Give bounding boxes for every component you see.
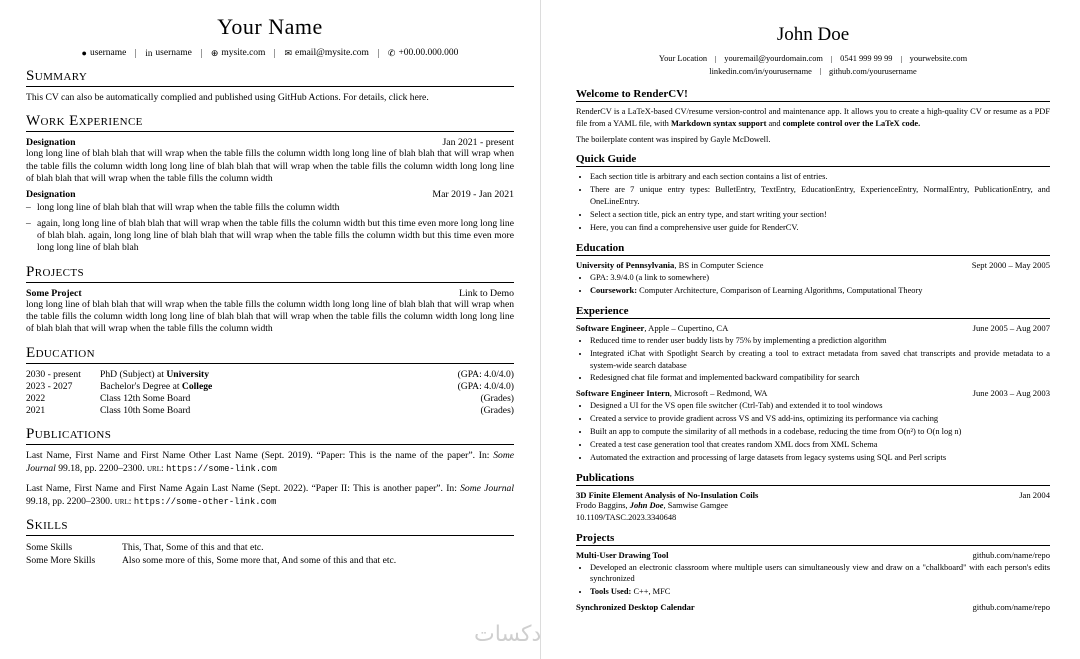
work-entry-header: [26, 137, 514, 148]
education-grade: (GPA: 4.0/4.0): [457, 369, 514, 381]
list-item: • Select a section title, pick an entry type, and start writing your section!: [590, 209, 1050, 221]
project-entry: [26, 288, 514, 336]
section-heading-education: Education: [26, 344, 95, 361]
section-heading-projects: Projects: [26, 263, 84, 280]
section-heading-projects: Projects: [576, 531, 615, 544]
education-institution: University: [166, 369, 209, 381]
project-entry: [576, 550, 1050, 599]
education-table: [26, 369, 514, 417]
section-rule: [26, 535, 514, 536]
education-years: 2030 - present: [26, 369, 81, 381]
publication-doi[interactable]: 10.1109/TASC.2023.3340648: [576, 512, 677, 522]
project-entry: [576, 602, 1050, 612]
section-heading-work-experience: Work Experience: [26, 113, 143, 130]
publication-journal: Some Journal: [26, 449, 514, 474]
section-rule: [26, 131, 514, 132]
section-rule: [26, 363, 514, 364]
project-entry-header: [576, 550, 1050, 560]
table-row: [26, 554, 514, 567]
section-heading-education: Education: [576, 241, 625, 254]
list-item: • Reduced time to render user buddy lists by 75% by implementing a prediction algorithm: [590, 335, 1050, 347]
contact-line-2: [576, 66, 1050, 79]
coursework-label: Coursework:: [590, 285, 637, 295]
quick-guide-bullets: [576, 171, 1050, 234]
publication-citation: Last Name, First Name and First Name Other Last Name (Sept. 2019). “Paper: This is the name of the paper”. In:: [26, 449, 494, 461]
phone-icon: ✆: [387, 47, 396, 58]
right-cv-column: [540, 0, 1080, 659]
section-rule: [576, 255, 1050, 256]
section-heading-publications: Publications: [26, 425, 112, 442]
contact-divider: [201, 49, 202, 58]
section-heading-skills: Skills: [26, 517, 68, 534]
publication-entry: [576, 490, 1050, 524]
experience-dates: June 2003 – Aug 2003: [972, 388, 1050, 399]
experience-role: Software Engineer Intern: [576, 388, 670, 399]
section-rule: [576, 485, 1050, 486]
contact-linkedin[interactable]: [145, 48, 191, 58]
right-page-title: John Doe: [776, 24, 850, 45]
right-contact-bar: [576, 53, 1050, 78]
project-demo-link[interactable]: Link to Demo: [459, 287, 514, 299]
experience-bullets: [576, 335, 1050, 385]
contact-email[interactable]: [284, 48, 368, 58]
education-years: 2021: [26, 405, 46, 417]
list-item: – long long line of blah blah that will wrap when the table fills the column width: [26, 202, 514, 214]
education-degree: , BS in Computer Science: [674, 259, 764, 270]
section-heading-publications: Publications: [576, 472, 635, 484]
publication-url[interactable]: https://some-link.com: [166, 463, 277, 474]
publication-url[interactable]: https://some-other-link.com: [133, 496, 277, 507]
welcome-paragraph-2: The boilerplate content was inspired by Gayle McDowell.: [576, 134, 771, 144]
list-item: • Each section title is arbitrary and each section contains a list of entries.: [590, 171, 1050, 183]
publication-url-label: url:: [114, 495, 132, 507]
globe-icon: ⊕: [210, 47, 219, 58]
skill-name: Some Skills: [26, 542, 73, 554]
contact-email-label: email@mysite.com: [294, 48, 369, 58]
left-page-title: Your Name: [217, 14, 323, 39]
education-detail-pre: PhD (Subject) at: [100, 369, 167, 381]
summary-text: [26, 92, 514, 104]
list-item: – again, long long line of blah blah that will wrap when the table fills the column width but this time even more long long line of blah blah. again, long long line of blah blah that will wrap when the table fills the column width but this time even more long long line of blah blah: [26, 218, 514, 255]
project-entry-header: [576, 602, 1050, 612]
list-item: [590, 586, 1050, 598]
project-title: Synchronized Desktop Calendar: [576, 602, 695, 613]
contact-website[interactable]: [211, 48, 266, 58]
tools-label: Tools Used:: [590, 587, 632, 597]
skill-value: This, That, Some of this and that etc.: [122, 542, 264, 554]
education-entry-header: [576, 260, 1050, 270]
contact-divider: [274, 49, 275, 58]
section-rule: [576, 545, 1050, 546]
education-institution: University of Pennsylvania: [576, 259, 675, 270]
section-rule: [576, 318, 1050, 319]
contact-github-label: username: [89, 48, 127, 58]
coursework-value: Computer Architecture, Comparison of Learning Algorithms, Computational Theory: [637, 285, 923, 295]
education-detail: Class 10th Some Board: [100, 405, 191, 417]
publication-pages: 99.18, pp. 2200–2300.: [26, 495, 115, 507]
education-entry-title: [576, 260, 763, 270]
work-entry-role: Designation: [26, 189, 76, 201]
contact-phone-label: +00.00.000.000: [398, 48, 459, 58]
experience-entry-header: [576, 388, 1050, 398]
project-entry-header: [26, 288, 514, 299]
publication-title: 3D Finite Element Analysis of No-Insulation Coils: [576, 490, 759, 500]
table-row: [26, 381, 514, 393]
list-item: • Automated the extraction and processing of large datasets from legacy systems using SQL and Perl scripts: [590, 452, 1050, 464]
section-heading-welcome: Welcome to RenderCV!: [576, 88, 688, 101]
contact-divider: [820, 68, 821, 75]
education-institution: College: [181, 381, 213, 393]
linkedin-icon: in: [145, 47, 153, 58]
contact-divider: [715, 56, 716, 63]
publication-pages: 99.18, pp. 2200–2300.: [55, 462, 147, 474]
skills-table: [26, 541, 514, 567]
list-item: • Developed an electronic classroom where multiple users can simultaneously view and draw on a "chalkboard" with each person's edits synchronized: [590, 562, 1050, 586]
contact-linkedin[interactable]: linkedin.com/in/yourusername: [709, 66, 812, 76]
publication-entry-header: [576, 490, 1050, 500]
left-contact-bar: [26, 48, 514, 58]
contact-divider: [135, 49, 136, 58]
contact-website[interactable]: yourwebsite.com: [909, 54, 968, 63]
project-title: Multi-User Drawing Tool: [576, 549, 669, 560]
work-entry-bullets: [26, 202, 514, 255]
skill-name: Some More Skills: [26, 555, 96, 567]
contact-phone: 0541 999 99 99: [840, 54, 893, 63]
table-row: [26, 393, 514, 405]
contact-github[interactable]: [82, 48, 127, 58]
work-entry-description: long long line of blah blah that will wrap when the table fills the column width long long line of blah blah that will wrap when the table fills the column width long long line of blah blah that will wrap when the table fills the column width long long line of blah blah that will wrap when the table fills the column width: [26, 148, 514, 184]
publication-date: Jan 2004: [1019, 490, 1050, 500]
list-item: • Integrated iChat with Spotlight Search by creating a tool to extract metadata from saved chat transcripts and provide metadata to a system-wide search database: [590, 348, 1050, 372]
summary-text-after: .: [426, 92, 429, 103]
education-detail: [100, 381, 376, 393]
list-item: • GPA: 3.9/4.0 (a link to somewhere): [590, 272, 1050, 284]
experience-company: , Microsoft – Redmond, WA: [669, 388, 768, 399]
section-heading-summary: Summary: [26, 68, 88, 84]
publication-citation: Last Name, First Name and First Name Again Last Name (Sept. 2022). “Paper II: This is another paper”. In:: [26, 482, 461, 494]
publication-authors-a: Frodo Baggins,: [576, 501, 630, 510]
section-rule: [26, 282, 514, 283]
publication-authors: [576, 500, 1050, 512]
project-description: long long line of blah blah that will wrap when the table fills the column width long long line of blah blah that will wrap when the table fills the column width long long line of blah blah that will wrap when the table fills the column width long long line of blah blah that will wrap when the table fills the column width: [26, 298, 514, 335]
work-entry-role: Designation: [26, 137, 76, 149]
publication-journal: Some Journal: [460, 482, 515, 494]
education-years: 2022: [26, 393, 46, 405]
tools-value: C++, MFC: [631, 587, 671, 597]
section-rule: [26, 86, 514, 87]
summary-link[interactable]: click here: [388, 92, 427, 103]
list-item: • Created a test case generation tool that creates random XML docs from XML Schema: [590, 439, 1050, 451]
watermark: دکسات: [474, 622, 542, 647]
education-grade: (GPA: 4.0/4.0): [457, 381, 514, 393]
list-item: [590, 285, 1050, 297]
work-entry: [26, 189, 514, 255]
publication-url-label: url:: [147, 462, 164, 474]
contact-github[interactable]: github.com/yourusername: [829, 66, 917, 76]
experience-bullets: [576, 400, 1050, 464]
welcome-paragraph: [576, 106, 1050, 129]
experience-entry-header: [576, 323, 1050, 333]
education-grade: (Grades): [480, 393, 514, 405]
publication-authors-c: , Samwise Gamgee: [663, 501, 728, 510]
section-rule: [26, 444, 514, 445]
contact-line-1: [576, 53, 1050, 66]
experience-dates: June 2005 – Aug 2007: [972, 322, 1050, 333]
skill-value: Also some more of this, Some more that, And some of this and that etc.: [122, 555, 397, 567]
experience-entry: [576, 323, 1050, 385]
education-bullets: [576, 272, 1050, 297]
project-repo-link[interactable]: github.com/name/repo: [972, 602, 1050, 613]
list-item: • Built an app to compute the similarity of all methods in a codebase, reducing the time from O(n²) to O(n log n): [590, 426, 1050, 438]
contact-phone[interactable]: [388, 48, 459, 58]
section-heading-quick-guide: Quick Guide: [576, 153, 637, 166]
experience-entry: [576, 388, 1050, 464]
welcome-text-markdown: Markdown syntax support: [670, 118, 767, 128]
education-detail-pre: Bachelor's Degree at: [100, 381, 182, 393]
education-entry: [576, 260, 1050, 297]
work-entry-header: [26, 189, 514, 200]
education-years: 2023 - 2027: [26, 381, 73, 393]
section-rule: [576, 166, 1050, 167]
list-item: • Redesigned chat file format and implemented backward compatibility for search: [590, 372, 1050, 384]
work-entry: [26, 137, 514, 185]
contact-linkedin-label: username: [155, 48, 192, 58]
welcome-text-a: RenderCV is a LaTeX-based CV/resume version-control and maintenance app. It allows you to create a high-quality CV or resume as a PDF file from a YAML file, with: [576, 107, 1050, 128]
education-detail: [100, 369, 376, 381]
contact-email[interactable]: youremail@yourdomain.com: [724, 54, 823, 63]
education-dates: Sept 2000 – May 2005: [971, 259, 1050, 270]
github-icon: ●: [81, 47, 87, 58]
experience-entry-title: [576, 388, 767, 398]
summary-text-before: This CV can also be automatically complied and published using GitHub Actions. For details,: [26, 92, 389, 103]
section-heading-experience: Experience: [576, 304, 629, 317]
project-bullets: [576, 562, 1050, 599]
list-item: • Here, you can find a comprehensive user guide for RenderCV.: [590, 222, 1050, 234]
publication-author-self: John Doe: [629, 501, 664, 510]
project-name: Some Project: [26, 287, 82, 299]
email-icon: ✉: [284, 47, 292, 58]
experience-entry-title: [576, 323, 728, 333]
contact-divider: [378, 49, 379, 58]
work-entry-dates: Mar 2019 - Jan 2021: [432, 189, 514, 201]
experience-role: Software Engineer: [576, 322, 645, 333]
project-repo-link[interactable]: github.com/name/repo: [972, 549, 1050, 560]
list-item: • There are 7 unique entry types: BulletEntry, TextEntry, EducationEntry, ExperienceEntry, NormalEntry, PublicationEntry, and OneLineEntry.: [590, 184, 1050, 208]
table-row: [26, 405, 514, 417]
contact-divider: [901, 56, 902, 63]
education-grade: (Grades): [480, 405, 514, 417]
experience-company: , Apple – Cupertino, CA: [644, 322, 729, 333]
welcome-text-latex: complete control over the LaTeX code.: [782, 118, 921, 128]
table-row: [26, 369, 514, 381]
work-entry-dates: Jan 2021 - present: [442, 137, 514, 149]
list-item: • Designed a UI for the VS open file switcher (Ctrl-Tab) and extended it to tool windows: [590, 400, 1050, 412]
education-detail: Class 12th Some Board: [100, 393, 191, 405]
publication-item: [26, 450, 514, 476]
section-rule: [576, 101, 1050, 102]
list-item: • Created a service to provide gradient across VS and VS add-ins, optimizing its performance via caching: [590, 413, 1050, 425]
welcome-text-c: and: [766, 118, 783, 128]
contact-location: Your Location: [658, 54, 708, 63]
contact-divider: [831, 56, 832, 63]
table-row: [26, 541, 514, 554]
publication-item: [26, 483, 514, 509]
contact-website-label: mysite.com: [221, 48, 266, 58]
